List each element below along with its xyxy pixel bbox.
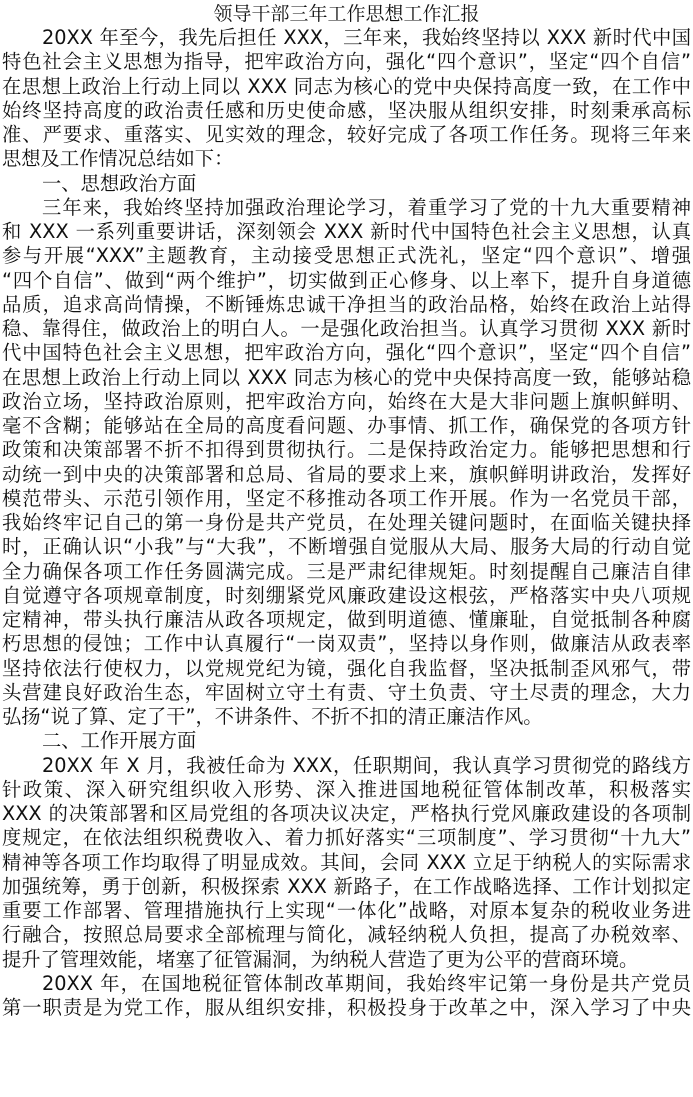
paragraph-line: 政治立场，坚持政治原则，把牢政治方向，始终在大是大非问题上旗帜鲜明、 (2, 389, 691, 413)
paragraph-line: 坚持依法行使权力，以党规党纪为镜，强化自我监督，坚决抵制歪风邪气，带 (2, 656, 691, 680)
paragraph-line: 提升了管理效能，堵塞了征管漏洞，为纳税人营造了更为公平的营商环境。 (2, 947, 639, 971)
paragraph-line: 20XX 年 X 月，我被任命为 XXX，任职期间，我认真学习贯彻党的路线方 (42, 753, 691, 777)
paragraph-line: 行融合，按照总局要求全部梳理与简化，减轻纳税人负担，提高了办税效率、 (2, 923, 691, 947)
paragraph-line: 精神等各项工作均取得了明显成效。其间，会同 XXX 立足于纳税人的实际需求 (2, 850, 691, 874)
paragraph-line: 定精神，带头执行廉洁从政各项规定，做到明道德、懂廉耻，自觉抵制各种腐 (2, 608, 691, 631)
paragraph-line: 头营建良好政治生态，牢固树立守土有责、守土负责、守土尽责的理念，大力 (2, 680, 691, 704)
paragraph-line: 参与开展“XXX”主题教育，主动接受思想正式洗礼，坚定“四个意识”、增强 (2, 244, 691, 268)
document-body (2, 26, 691, 1020)
paragraph-line: 我始终牢记自己的第一身份是共产党员，在处理关键问题时，在面临关键抉择 (2, 511, 691, 534)
paragraph-line: 特色社会主义思想为指导，把牢政治方向，强化“四个意识”，坚定“四个自信” (2, 50, 691, 74)
paragraph-line: 模范带头、示范引领作用，坚定不移推动各项工作开展。作为一名党员干部， (2, 486, 691, 510)
paragraph-line: 时，正确认识“小我”与“大我”，不断增强自觉服从大局、服务大局的行动自觉 (2, 535, 691, 559)
section-heading: 二、工作开展方面 (42, 729, 197, 753)
paragraph-line: 始终坚持高度的政治责任感和历史使命感，坚决服从组织安排，时刻秉承高标 (2, 98, 691, 122)
paragraph-line: 品质，追求高尚情操，不断锤炼忠诚干净担当的政治品格，始终在政治上站得 (2, 292, 691, 316)
paragraph-line: 20XX 年，在国地税征管体制改革期间，我始终牢记第一身份是共产党员 (42, 971, 691, 995)
paragraph-line: 朽思想的侵蚀；工作中认真履行“一岗双责”，坚持以身作则，做廉洁从政表率 (2, 632, 691, 656)
paragraph-line: 在思想上政治上行动上同以 XXX 同志为核心的党中央保持高度一致，能够站稳 (2, 365, 691, 389)
paragraph-line: 政策和决策部署不折不扣得到贯彻执行。二是保持政治定力。能够把思想和行 (2, 438, 691, 462)
paragraph-line: 在思想上政治上行动上同以 XXX 同志为核心的党中央保持高度一致，在工作中 (2, 74, 691, 98)
paragraph-line: 度规定，在依法组织税费收入、着力抓好落实“三项制度”、学习贯彻“十九大” (2, 826, 691, 850)
paragraph-line: 加强统筹，勇于创新，积极探索 XXX 新路子，在工作战略选择、工作计划拟定 (2, 874, 691, 898)
paragraph-line: 和 XXX 一系列重要讲话，深刻领会 XXX 新时代中国特色社会主义思想，认真 (2, 220, 691, 243)
paragraph-line: 第一职责是为党工作，服从组织安排，积极投身于改革之中，深入学习了中央 (2, 996, 691, 1019)
section-heading: 一、思想政治方面 (42, 171, 197, 195)
paragraph-line: 弘扬“说了算、定了干”，不讲条件、不折不扣的清正廉洁作风。 (2, 705, 543, 728)
paragraph-line: 思想及工作情况总结如下： (2, 147, 234, 171)
paragraph-line: 针政策、深入研究组织收入形势、深入推进国地税征管体制改革，积极落实 (2, 777, 691, 801)
paragraph-line: “四个自信”、做到“两个维护”，切实做到正心修身、以上率下，提升自身道德 (2, 268, 691, 292)
paragraph-line: 毫不含糊；能够站在全局的高度看问题、办事情、抓工作，确保党的各项方针 (2, 414, 691, 437)
paragraph-line: 重要工作部署、管理措施执行上实现“一体化”战略，对原本复杂的税收业务进 (2, 899, 691, 922)
paragraph-line: 准、严要求、重落实、见实效的理念，较好完成了各项工作任务。现将三年来 (2, 123, 691, 146)
paragraph-line: 代中国特色社会主义思想，把牢政治方向，强化“四个意识”，坚定“四个自信” (2, 341, 691, 365)
paragraph-line: 全力确保各项工作任务圆满完成。三是严肃纪律规矩。时刻提醒自己廉洁自律 (2, 559, 691, 583)
document-title: 领导干部三年工作思想工作汇报 (213, 3, 480, 25)
paragraph-line: XXX 的决策部署和区局党组的各项决议决定，严格执行党风廉政建设的各项制 (2, 802, 691, 825)
paragraph-line: 动统一到中央的决策部署和总局、省局的要求上来，旗帜鲜明讲政治，发挥好 (2, 462, 691, 486)
paragraph-line: 20XX 年至今，我先后担任 XXX，三年来，我始终坚持以 XXX 新时代中国 (42, 26, 691, 49)
paragraph-line: 稳、靠得住，做政治上的明白人。一是强化政治担当。认真学习贯彻 XXX 新时 (2, 317, 691, 340)
paragraph-line: 三年来，我始终坚持加强政治理论学习，着重学习了党的十九大重要精神 (42, 195, 691, 219)
paragraph-line: 自觉遵守各项规章制度，时刻绷紧党风廉政建设这根弦，严格落实中央八项规 (2, 583, 691, 607)
